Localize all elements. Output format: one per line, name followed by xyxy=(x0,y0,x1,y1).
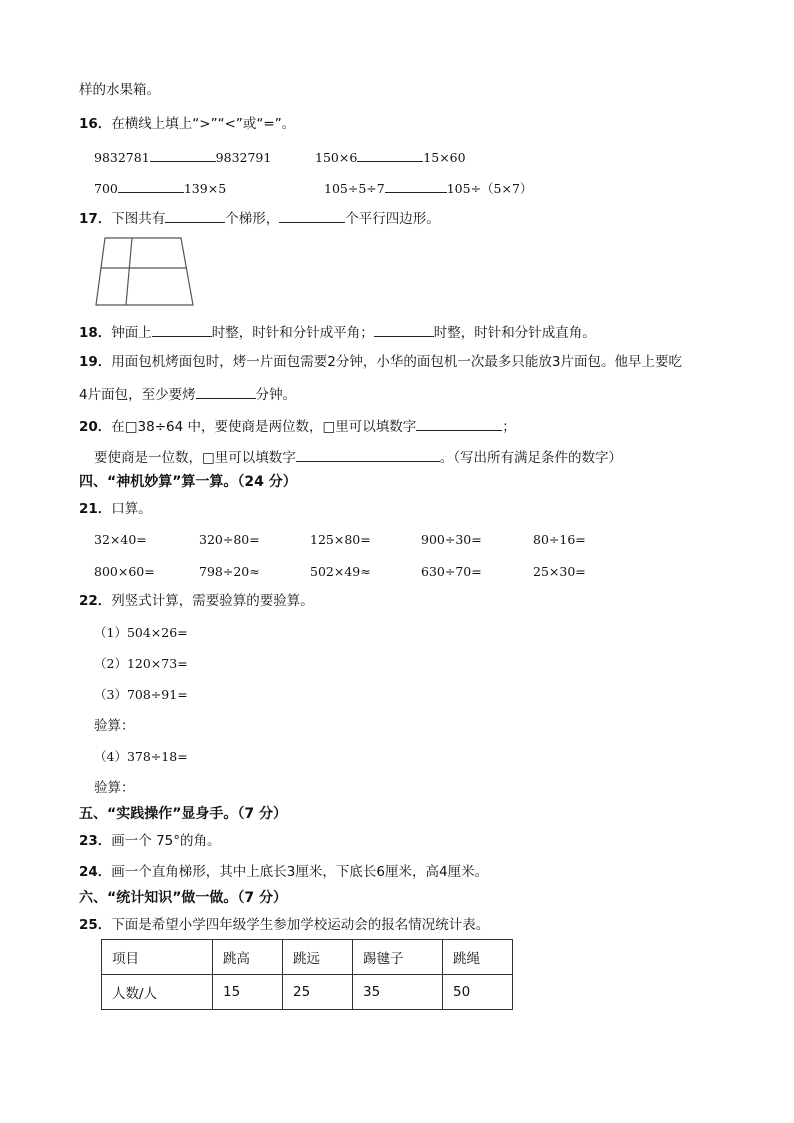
table-row xyxy=(102,975,513,1010)
question-number: 18． xyxy=(79,325,112,341)
question-text: 个平行四边形。 xyxy=(345,211,440,227)
check-label-2: 验算： xyxy=(94,780,135,796)
oral-calc-6: 800×60= xyxy=(94,564,155,579)
expr-right: 9832791 xyxy=(215,150,272,165)
question-text: 个梯形， xyxy=(225,211,280,227)
statistics-table xyxy=(101,939,513,1010)
vertical-calc-1: （1）504×26= xyxy=(94,625,188,640)
answer-blank[interactable] xyxy=(416,416,502,431)
table-header-cell: 跳绳 xyxy=(443,940,513,975)
question-text: 钟面上 xyxy=(111,325,152,341)
vertical-calc-4: （4）378÷18= xyxy=(94,749,188,764)
question-number: 21． xyxy=(79,501,112,517)
table-header-cell: 项目 xyxy=(102,940,213,975)
question-number: 23． xyxy=(79,833,112,849)
oral-calc-8: 502×49≈ xyxy=(310,564,371,579)
table-cell: 50 xyxy=(443,975,513,1010)
question-text: 。（写出所有满足条件的数字） xyxy=(439,450,623,466)
table-cell: 15 xyxy=(213,975,283,1010)
answer-blank[interactable] xyxy=(150,147,216,162)
question-text: 下图共有 xyxy=(111,211,166,227)
question-number: 19． xyxy=(79,354,112,370)
q16-item-3 xyxy=(94,178,226,198)
section-5-heading: 五、“实践操作”显身手。（7 分） xyxy=(79,806,288,822)
oral-calc-1: 32×40= xyxy=(94,532,147,547)
answer-blank[interactable] xyxy=(385,178,447,193)
question-text: 画一个 75°的角。 xyxy=(111,833,221,849)
question-22 xyxy=(79,592,314,610)
vertical-calc-3: （3）708÷91= xyxy=(94,687,188,702)
expr-left: 150×6 xyxy=(315,150,358,165)
oral-calc-3: 125×80= xyxy=(310,532,371,547)
question-text: 分钟。 xyxy=(255,387,297,403)
table-cell: 25 xyxy=(283,975,353,1010)
question-text: 在横线上填上“>”“<”或“=”。 xyxy=(111,116,296,132)
question-17 xyxy=(79,208,440,228)
question-text: 列竖式计算，需要验算的要验算。 xyxy=(111,593,314,609)
answer-blank[interactable] xyxy=(374,322,434,337)
oral-calc-2: 320÷80= xyxy=(199,532,260,547)
question-number: 20． xyxy=(79,419,112,435)
question-number: 22． xyxy=(79,593,112,609)
question-23 xyxy=(79,832,221,850)
question-number: 17． xyxy=(79,211,112,227)
question-19 xyxy=(79,353,682,371)
question-text: 4片面包，至少要烤 xyxy=(79,387,196,403)
question-text: 要使商是一位数，□里可以填数字 xyxy=(94,450,296,466)
table-cell: 人数/人 xyxy=(102,975,213,1010)
question-25 xyxy=(79,916,489,934)
oral-calc-7: 798÷20≈ xyxy=(199,564,260,579)
question-text: 时整，时针和分针成直角。 xyxy=(433,325,596,341)
section-4-heading: 四、“神机妙算”算一算。（24 分） xyxy=(79,474,297,490)
table-header-cell: 踢毽子 xyxy=(353,940,443,975)
question-text: 下面是希望小学四年级学生参加学校运动会的报名情况统计表。 xyxy=(111,917,490,933)
question-text: 用面包机烤面包时，烤一片面包需要2分钟，小华的面包机一次最多只能放3片面包。他早上要吃 xyxy=(111,354,682,370)
answer-blank[interactable] xyxy=(357,147,423,162)
answer-blank[interactable] xyxy=(196,384,256,399)
table-header-cell: 跳高 xyxy=(213,940,283,975)
check-label-1: 验算： xyxy=(94,718,135,734)
expr-left: 105÷5÷7 xyxy=(324,181,385,196)
question-number: 25． xyxy=(79,917,112,933)
vertical-calc-2: （2）120×73= xyxy=(94,656,188,671)
continued-text: 样的水果箱。 xyxy=(79,82,160,98)
question-18 xyxy=(79,322,596,342)
question-text: 画一个直角梯形，其中上底长3厘米，下底长6厘米，高4厘米。 xyxy=(111,864,489,880)
question-text: 口算。 xyxy=(111,501,152,517)
question-16 xyxy=(79,115,295,133)
q16-item-2 xyxy=(315,147,466,167)
expr-right: 15×60 xyxy=(423,150,466,165)
question-20-line-2 xyxy=(94,447,622,467)
question-21 xyxy=(79,500,152,518)
table-header-row xyxy=(102,940,513,975)
answer-blank[interactable] xyxy=(118,178,184,193)
question-text: 在□38÷64 中，要使商是两位数，□里可以填数字 xyxy=(111,419,417,435)
q16-item-4 xyxy=(324,178,532,198)
expr-left: 700 xyxy=(94,181,118,196)
expr-right: 139×5 xyxy=(183,181,227,196)
table-header-cell: 跳远 xyxy=(283,940,353,975)
expr-left: 9832781 xyxy=(94,150,150,165)
expr-right: 105÷（5×7） xyxy=(446,181,533,196)
section-6-heading: 六、“统计知识”做一做。（7 分） xyxy=(79,890,288,906)
oral-calc-5: 80÷16= xyxy=(533,532,586,547)
answer-blank[interactable] xyxy=(165,208,225,223)
oral-calc-4: 900÷30= xyxy=(421,532,482,547)
question-number: 16． xyxy=(79,116,112,132)
answer-blank[interactable] xyxy=(279,208,345,223)
table-cell: 35 xyxy=(353,975,443,1010)
answer-blank[interactable] xyxy=(152,322,212,337)
oral-calc-10: 25×30= xyxy=(533,564,586,579)
question-text: ； xyxy=(502,419,516,435)
trapezoid-figure xyxy=(95,237,195,307)
question-20 xyxy=(79,416,516,436)
question-text: 时整，时针和分针成平角； xyxy=(211,325,374,341)
oral-calc-9: 630÷70= xyxy=(421,564,482,579)
q16-item-1 xyxy=(94,147,271,167)
question-19-line-2 xyxy=(79,384,296,404)
question-number: 24． xyxy=(79,864,112,880)
answer-blank[interactable] xyxy=(296,447,440,462)
question-24 xyxy=(79,863,488,881)
